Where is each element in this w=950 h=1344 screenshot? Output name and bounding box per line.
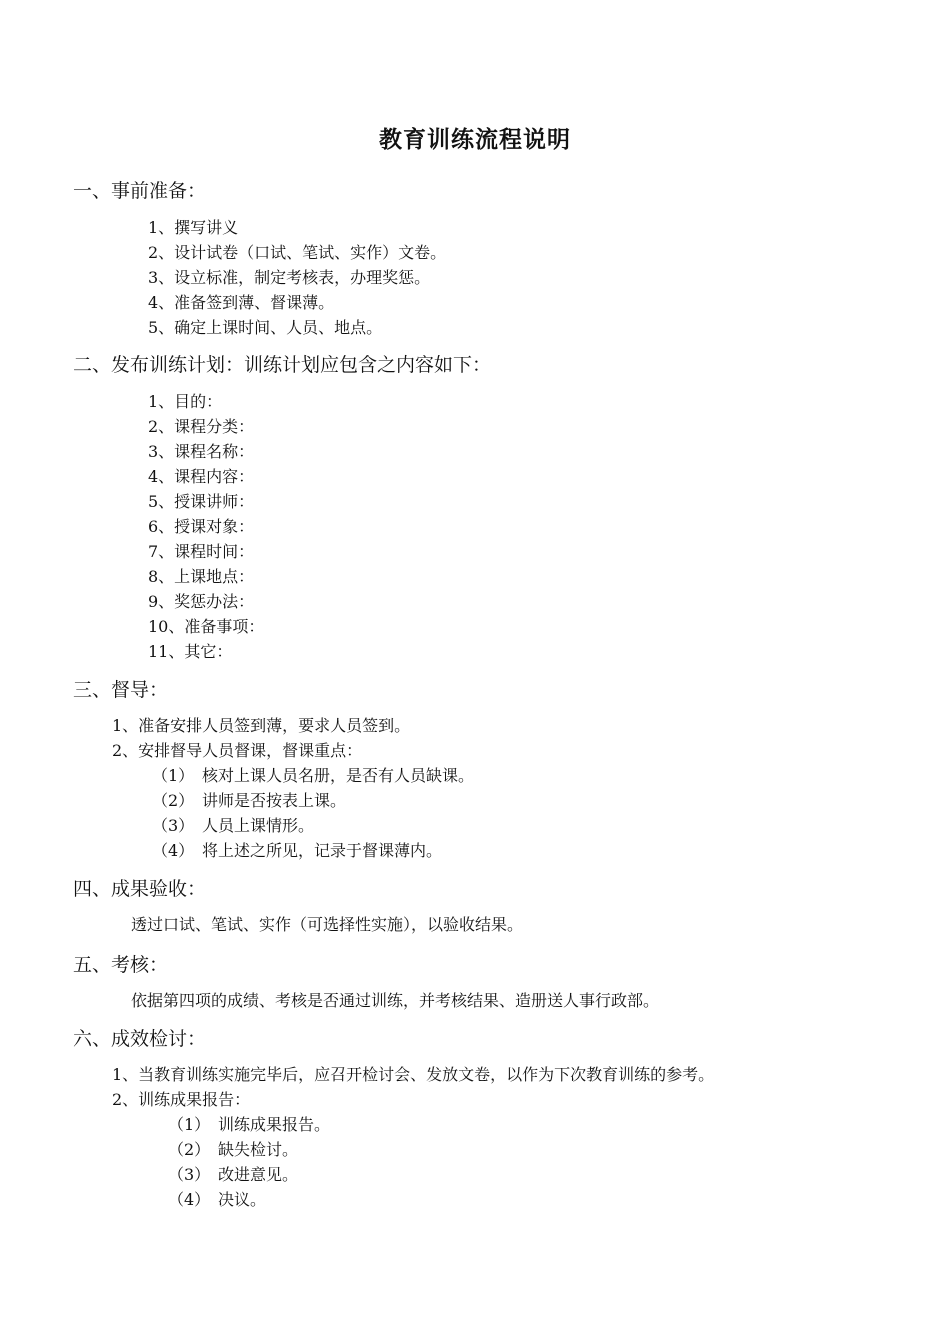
sub-item-text: 人员上课情形。: [202, 816, 315, 835]
sub-item-number: （2）: [168, 1140, 211, 1159]
sub-item-text: 将上述之所见，记录于督课薄内。: [202, 841, 443, 860]
sub-item-number: （4）: [152, 841, 195, 860]
list-item: 3、课程名称：: [148, 442, 255, 461]
list-item: 1、目的：: [148, 392, 223, 411]
sub-item-text: 核对上课人员名册，是否有人员缺课。: [202, 766, 475, 785]
list-item: 2、训练成果报告：: [112, 1090, 251, 1109]
list-item: 6、授课对象：: [148, 517, 255, 536]
sub-list-item: [168, 1112, 330, 1135]
section-paragraph: 依据第四项的成绩、考核是否通过训练，并考核结果、造册送人事行政部。: [131, 991, 660, 1010]
sub-list-item: [168, 1137, 298, 1160]
section-heading-preparation: 一、事前准备：: [73, 180, 207, 202]
list-item: 4、课程内容：: [148, 467, 255, 486]
list-item: 1、撰写讲义: [148, 218, 239, 237]
sub-item-number: （3）: [168, 1165, 211, 1184]
list-item: 1、当教育训练实施完毕后，应召开检讨会、发放文卷，以作为下次教育训练的参考。: [112, 1065, 715, 1084]
list-item: 2、课程分类：: [148, 417, 255, 436]
sub-item-text: 改进意见。: [218, 1165, 299, 1184]
sub-item-number: （4）: [168, 1190, 211, 1209]
sub-list-item: [152, 838, 442, 861]
list-item: 10、准备事项：: [148, 617, 265, 636]
section-heading-assessment: 五、考核：: [73, 954, 169, 976]
document-title: 教育训练流程说明: [379, 126, 571, 153]
sub-item-number: （2）: [152, 791, 195, 810]
sub-item-number: （1）: [168, 1115, 211, 1134]
sub-list-item: [168, 1162, 298, 1185]
section-heading-review: 六、成效检讨：: [73, 1028, 207, 1050]
section-heading-supervision: 三、督导：: [73, 679, 169, 701]
section-heading-acceptance: 四、成果验收：: [73, 878, 207, 900]
sub-item-text: 训练成果报告。: [218, 1115, 331, 1134]
sub-item-number: （1）: [152, 766, 195, 785]
section-paragraph: 透过口试、笔试、实作（可选择性实施），以验收结果。: [131, 915, 524, 934]
list-item: 8、上课地点：: [148, 567, 255, 586]
sub-list-item: [152, 788, 346, 811]
sub-list-item: [168, 1187, 266, 1210]
sub-list-item: [152, 813, 314, 836]
list-item: 2、设计试卷（口试、笔试、实作）文卷。: [148, 243, 447, 262]
sub-item-text: 讲师是否按表上课。: [202, 791, 347, 810]
list-item: 1、准备安排人员签到薄，要求人员签到。: [112, 716, 411, 735]
sub-item-text: 缺失检讨。: [218, 1140, 299, 1159]
sub-item-number: （3）: [152, 816, 195, 835]
list-item: 9、奖惩办法：: [148, 592, 255, 611]
sub-list-item: [152, 763, 474, 786]
list-item: 11、其它：: [148, 642, 233, 661]
list-item: 5、授课讲师：: [148, 492, 255, 511]
list-item: 7、课程时间：: [148, 542, 255, 561]
list-item: 3、设立标准，制定考核表，办理奖惩。: [148, 268, 431, 287]
list-item: 4、准备签到薄、督课薄。: [148, 293, 335, 312]
section-heading-training-plan: 二、发布训练计划：训练计划应包含之内容如下：: [73, 354, 492, 376]
list-item: 5、确定上课时间、人员、地点。: [148, 318, 383, 337]
sub-item-text: 决议。: [218, 1190, 267, 1209]
list-item: 2、安排督导人员督课，督课重点：: [112, 741, 363, 760]
